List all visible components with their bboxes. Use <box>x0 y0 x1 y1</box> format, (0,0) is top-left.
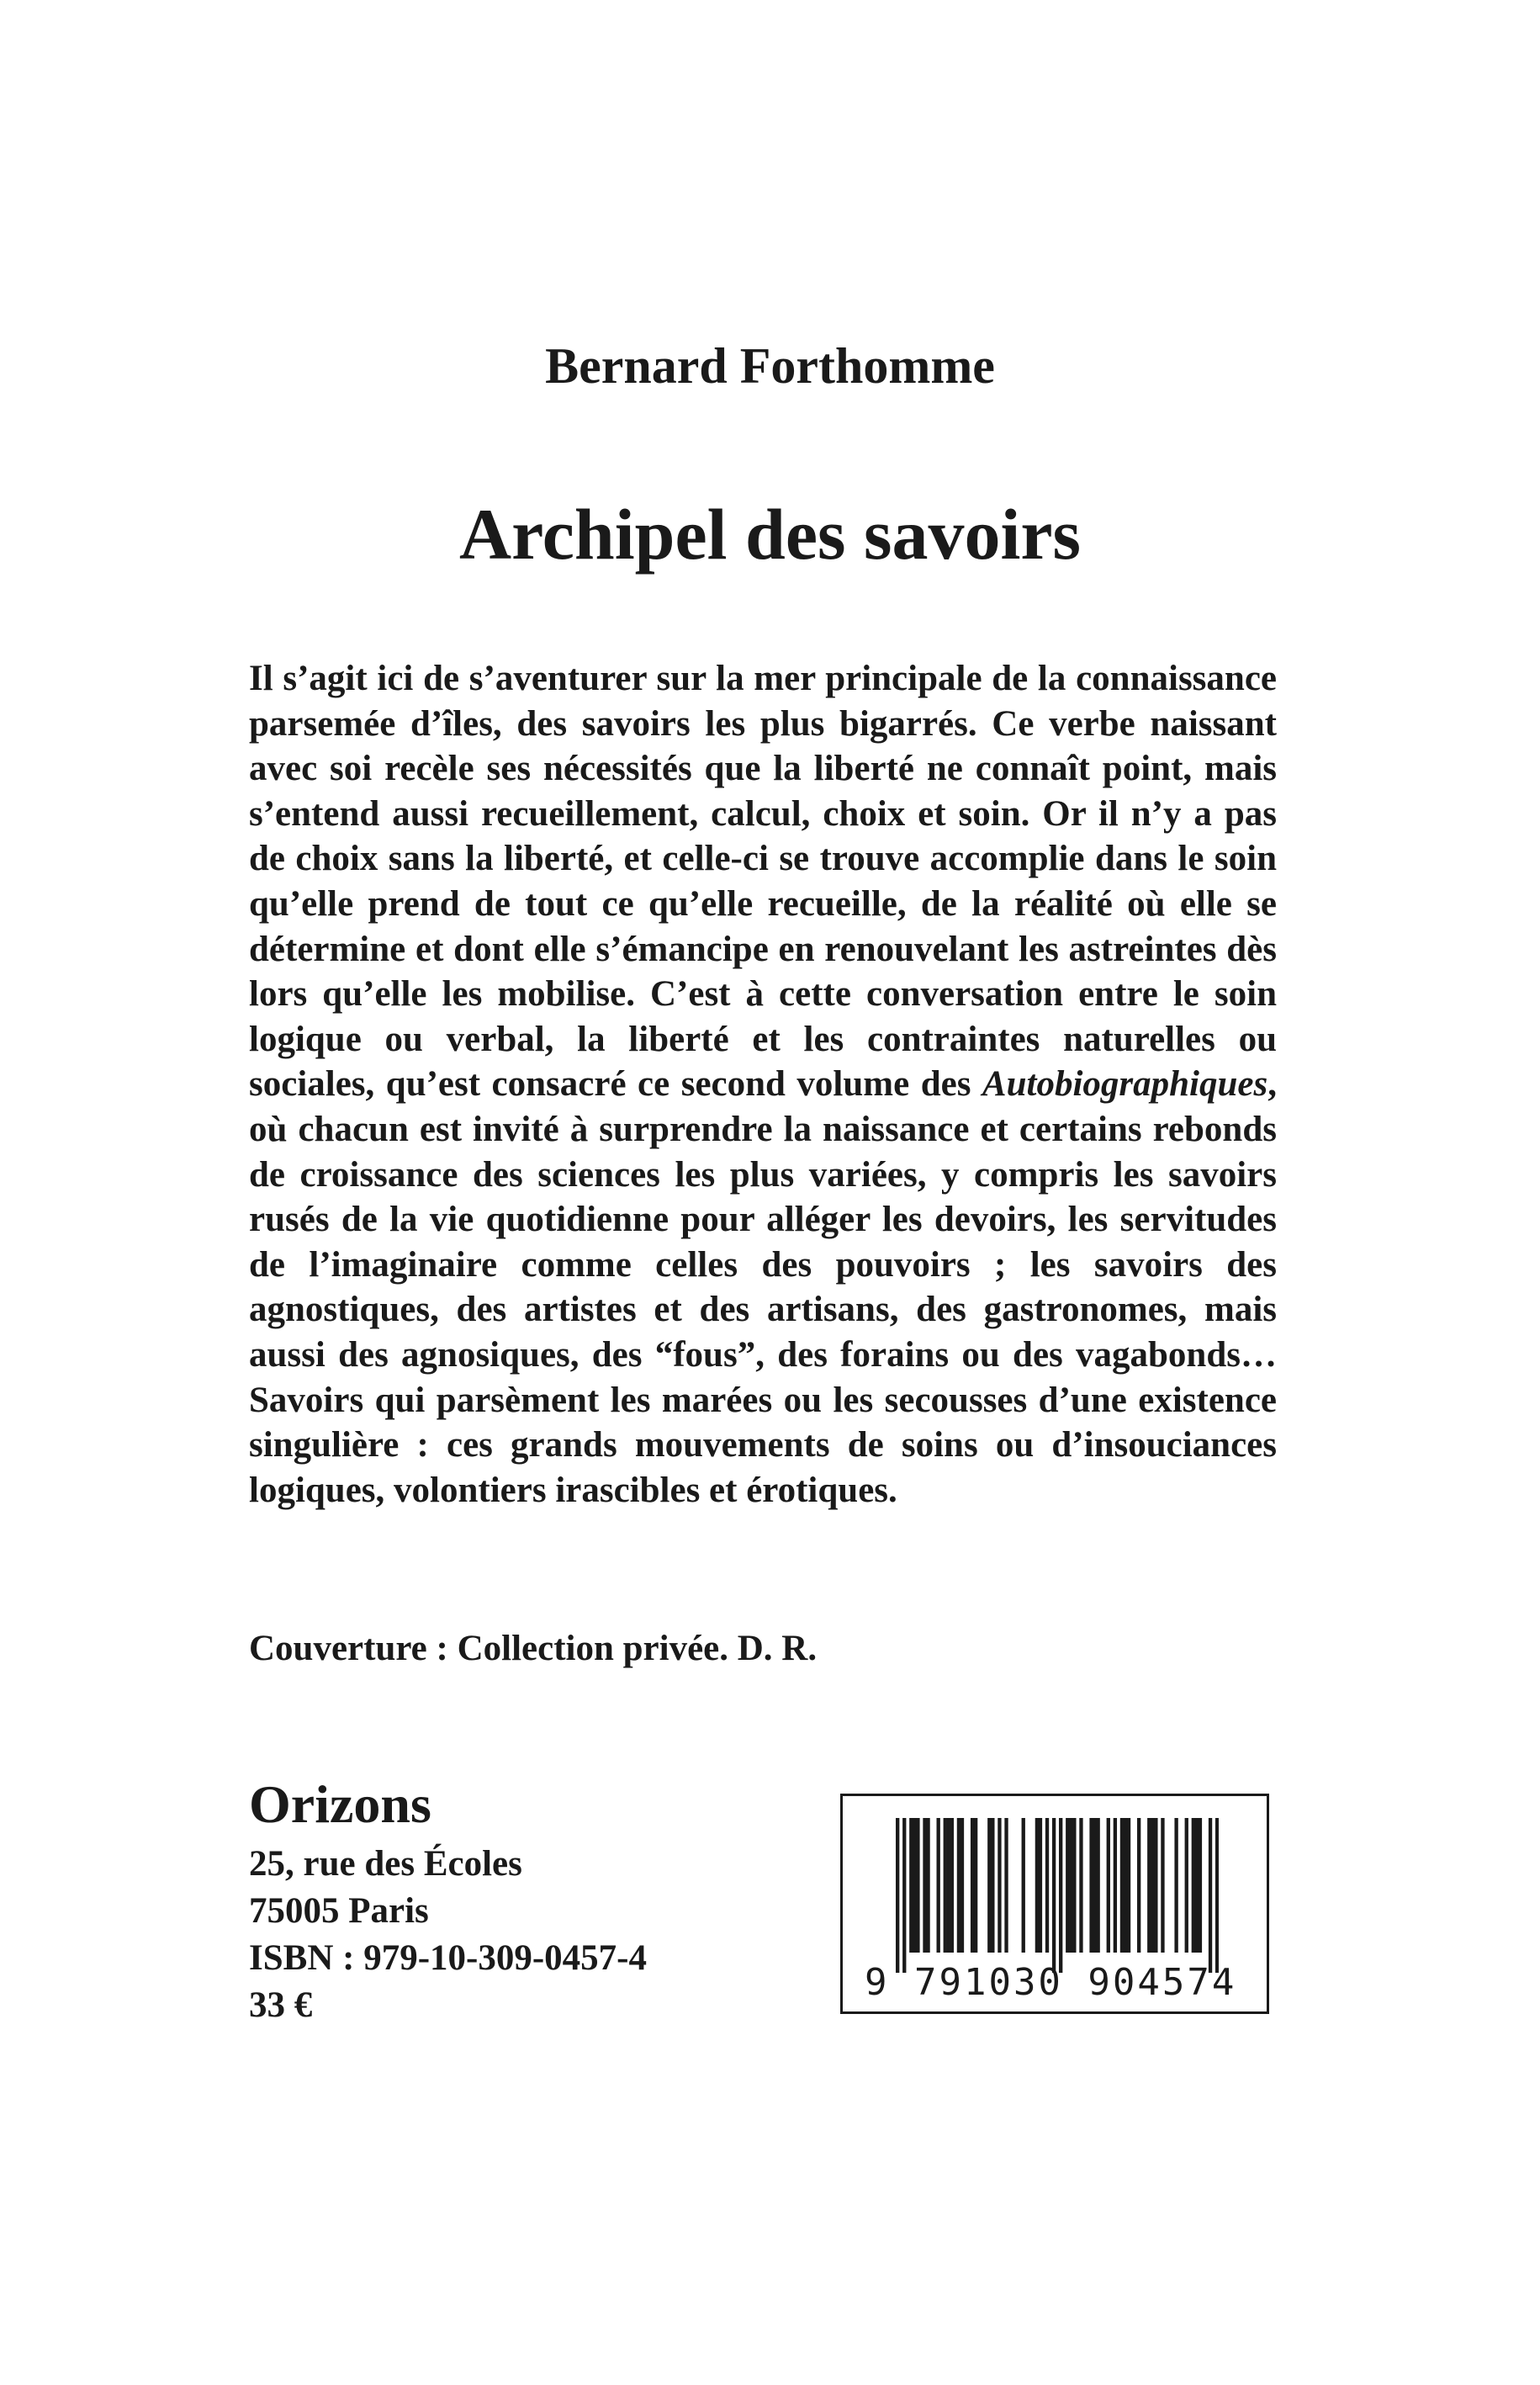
barcode-bar <box>1039 1818 1042 1953</box>
barcode-bar <box>1174 1818 1177 1953</box>
barcode-bar <box>1114 1818 1117 1953</box>
barcode-digits: 9 791030 904574 <box>865 1961 1237 2004</box>
barcode-bar <box>1215 1818 1219 1973</box>
barcode-bar <box>1161 1818 1164 1953</box>
barcode-bar <box>1127 1818 1130 1953</box>
barcode-bar <box>923 1818 926 1953</box>
barcode-bar <box>1035 1818 1039 1953</box>
barcode-bar <box>1124 1818 1127 1953</box>
barcode-bar <box>987 1818 991 1953</box>
publisher-name: Orizons <box>249 1774 431 1834</box>
barcode-bar <box>913 1818 916 1953</box>
barcode-bar <box>947 1818 950 1953</box>
price: 33 € <box>249 1985 313 2025</box>
barcode-bar <box>1052 1818 1056 1973</box>
barcode-bar <box>916 1818 919 1953</box>
barcode-bar <box>1185 1818 1188 1953</box>
barcode-bar <box>950 1818 954 1953</box>
barcode-bar <box>909 1818 913 1953</box>
publisher-address: 25, rue des Écoles <box>249 1844 522 1884</box>
author-name: Bernard Forthomme <box>545 338 995 394</box>
blurb-text-1: Il s’agit ici de s’aventurer sur la mer principale de la connaissance parsemée d’îles, des savoirs les plus bigarrés. Ce verbe naissant avec soi recèle ses nécessités que la liberté ne connaît point, mais s’entend aussi recueillement, calcul, choix et soin. Or il n’y a pas de choix sans la liberté, et celle-ci se trouve accomplie dans le soin qu’elle prend de tout ce qu’elle recueille, de la réalité où elle se détermine et dont elle s’émancipe en renouvelant les astreintes dès lors qu’elle les mobilise. C’est à cette conversation entre le soin logique ou verbal, la liberté et les contraintes naturelles ou sociales, qu’est consacré ce second volume des <box>249 659 1277 1105</box>
barcode-bar <box>974 1818 977 1953</box>
barcode-bars <box>896 1818 1219 1973</box>
barcode-bar <box>1096 1818 1099 1953</box>
barcode-bar <box>1069 1818 1072 1953</box>
barcode-bar <box>1089 1818 1093 1953</box>
barcode-bar <box>926 1818 929 1953</box>
barcode-bar <box>1004 1818 1008 1953</box>
barcode-bar <box>896 1818 899 1973</box>
barcode-bar <box>991 1818 994 1953</box>
barcode-bar <box>1137 1818 1140 1953</box>
barcode-bar <box>1120 1818 1124 1953</box>
barcode-bar <box>1195 1818 1199 1953</box>
barcode-bar <box>1093 1818 1096 1953</box>
barcode-bar <box>937 1818 940 1953</box>
barcode-bar <box>944 1818 947 1953</box>
barcode-bar <box>1079 1818 1082 1953</box>
barcode-bar <box>902 1818 906 1973</box>
blurb-series-title: Autobiographiques <box>982 1064 1268 1105</box>
barcode-bar <box>1045 1818 1049 1953</box>
barcode-bar <box>1154 1818 1157 1953</box>
barcode-bar <box>1192 1818 1195 1953</box>
barcode-bar <box>957 1818 961 1953</box>
barcode-bar <box>1147 1818 1151 1953</box>
barcode-bar <box>961 1818 964 1953</box>
barcode-bar <box>1199 1818 1202 1953</box>
blurb-text-2: , où chacun est invité à surprendre la naissance et certains rebonds de croissance des sciences les plus variées, y compris les savoirs rusés de la vie quotidienne pour alléger les devoirs, les servitudes de l’imaginaire comme celles des pouvoirs ; les savoirs des agnostiques, des artistes et des artisans, des gastronomes, mais aussi des agnosiques, des “fous”, des forains ou des vagabonds… Savoirs qui parsèment les marées ou les secousses d’une existence singulière : ces grands mouvements de soins ou d’insouciances logiques, volontiers irascibles et érotiques. <box>249 1064 1277 1510</box>
barcode-bar <box>998 1818 1001 1953</box>
barcode-bar <box>971 1818 974 1953</box>
publisher-info <box>249 1841 647 2029</box>
barcode-bar <box>1059 1818 1062 1973</box>
barcode-bar <box>1072 1818 1076 1953</box>
book-blurb <box>249 656 1277 1513</box>
barcode-bar <box>1066 1818 1069 1953</box>
publisher-city: 75005 Paris <box>249 1891 429 1931</box>
barcode-bar <box>1022 1818 1025 1953</box>
book-title: Archipel des savoirs <box>459 494 1081 575</box>
barcode-bar <box>1107 1818 1110 1953</box>
barcode <box>840 1794 1269 2014</box>
barcode-bar <box>1151 1818 1154 1953</box>
cover-credit: Couverture : Collection privée. D. R. <box>249 1629 818 1668</box>
isbn: ISBN : 979-10-309-0457-4 <box>249 1938 647 1978</box>
barcode-bar <box>1209 1818 1212 1973</box>
